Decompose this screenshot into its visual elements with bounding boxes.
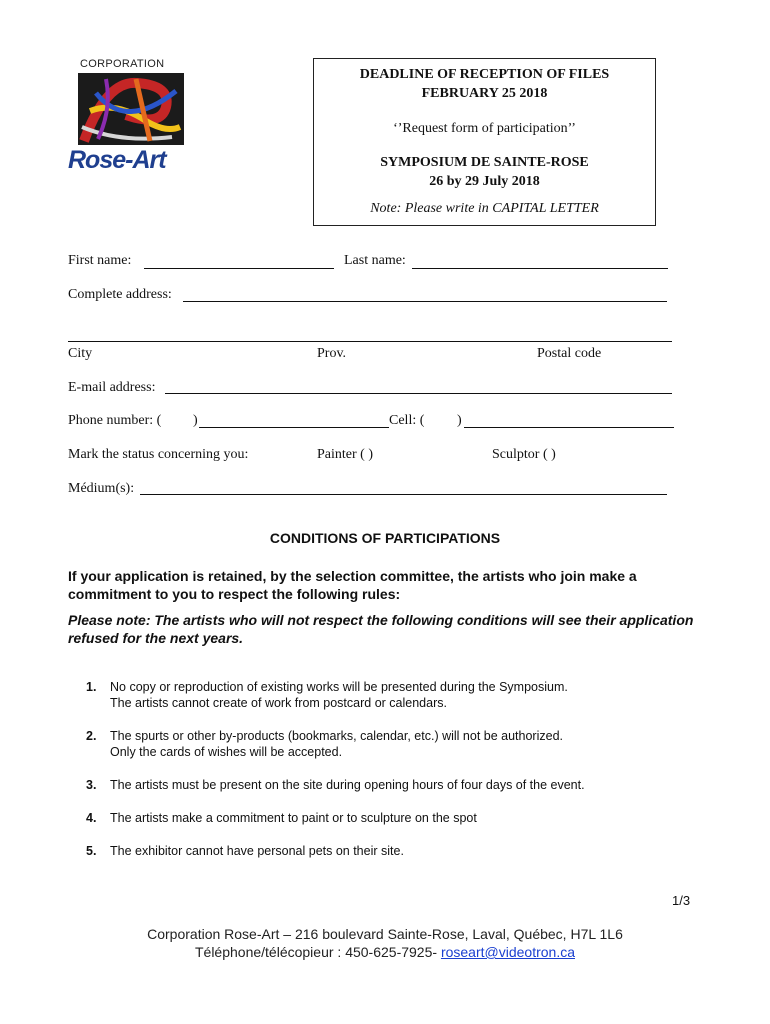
last-name-field[interactable]	[412, 268, 668, 269]
deadline-line1: DEADLINE OF RECEPTION OF FILES	[359, 67, 610, 82]
cell-label: Cell: (	[389, 413, 425, 428]
postal-code-label: Postal code	[537, 346, 602, 361]
event-line1: SYMPOSIUM DE SAINTE-ROSE	[380, 155, 589, 170]
conditions-note: Please note: The artists who will not respect the following conditions will see their application refused for the next years.	[68, 612, 694, 646]
condition-number: 3.	[86, 778, 97, 792]
condition-text: The exhibitor cannot have personal pets on their site.	[110, 844, 404, 858]
deadline-line2: FEBRUARY 25 2018	[421, 86, 548, 101]
condition-number: 4.	[86, 811, 97, 825]
email-label: E-mail address:	[68, 380, 156, 395]
last-name-label: Last name:	[344, 253, 406, 268]
first-name-field[interactable]	[144, 268, 334, 269]
condition-text: The artists make a commitment to paint or to sculpture on the spot	[110, 811, 477, 825]
condition-number: 1.	[86, 680, 97, 694]
condition-text: The artists must be present on the site during opening hours of four days of the event.	[110, 778, 585, 792]
condition-number: 2.	[86, 729, 97, 743]
prov-label: Prov.	[317, 346, 347, 361]
phone-field[interactable]	[199, 427, 389, 428]
address-field[interactable]	[183, 301, 667, 302]
condition-text-2: Only the cards of wishes will be accepted.	[110, 745, 343, 759]
deadline-box	[313, 58, 656, 226]
condition-number: 5.	[86, 844, 97, 858]
address-field-2[interactable]	[68, 341, 672, 342]
email-field[interactable]	[165, 393, 672, 394]
status-label: Mark the status concerning you:	[68, 447, 249, 462]
condition-text-2: The artists cannot create of work from postcard or calendars.	[110, 696, 447, 710]
conditions-title: CONDITIONS OF PARTICIPATIONS	[269, 530, 501, 546]
city-label: City	[68, 346, 93, 361]
painter-checkbox[interactable]: Painter ( )	[317, 447, 373, 462]
medium-label: Médium(s):	[68, 481, 135, 496]
footer-email-link[interactable]: roseart@videotron.ca	[440, 944, 575, 960]
footer-address: Corporation Rose-Art – 216 boulevard Sainte-Rose, Laval, Québec, H7L 1L6	[147, 926, 623, 942]
conditions-intro: If your application is retained, by the selection committee, the artists who join make a commitment to you to respect the following rules:	[68, 568, 637, 602]
sculptor-checkbox[interactable]: Sculptor ( )	[492, 447, 556, 462]
form-title: ‘’Request form of participation’’	[393, 121, 576, 136]
medium-field[interactable]	[140, 494, 667, 495]
phone-label: Phone number: (	[68, 413, 162, 428]
cell-field[interactable]	[464, 427, 674, 428]
page-number: 1/3	[672, 893, 691, 908]
corporation-logo	[68, 58, 186, 176]
footer-contact	[0, 943, 770, 961]
logo-top-text: CORPORATION	[80, 58, 165, 70]
logo-artwork	[76, 71, 186, 147]
footer-phone: Téléphone/télécopieur : 450-625-7925-	[194, 944, 441, 960]
cell-close: )	[457, 413, 462, 428]
phone-close: )	[193, 413, 198, 428]
capital-note: Note: Please write in CAPITAL LETTER	[370, 201, 599, 216]
logo-name: Rose-Art	[68, 146, 166, 174]
address-label: Complete address:	[68, 287, 172, 302]
condition-text: No copy or reproduction of existing works will be presented during the Symposium.	[110, 680, 568, 694]
event-line2: 26 by 29 July 2018	[429, 174, 540, 189]
condition-text: The spurts or other by-products (bookmarks, calendar, etc.) will not be authorized.	[110, 729, 563, 743]
first-name-label: First name:	[68, 253, 132, 268]
